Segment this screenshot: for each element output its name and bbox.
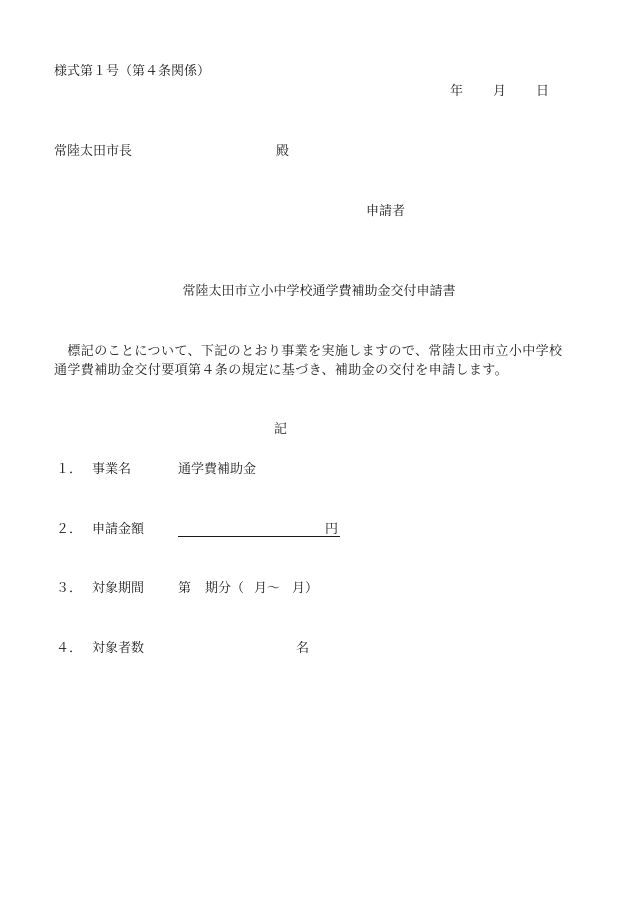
amount-unit: 円 [325, 522, 339, 537]
date-year: 年 [450, 84, 464, 99]
period-month-from: 月～ [254, 581, 281, 596]
item-1-value: 通学費補助金 [178, 462, 257, 477]
document-title-text: 常陸太田市立小中学校通学費補助金交付申請書 [182, 284, 456, 299]
item-3-label: 対象期間 [92, 581, 145, 596]
date-month: 月 [493, 84, 507, 99]
body-paragraph: 標記のことについて、下記のとおり事業を実施しますので、常陸太田市立小中学校通学費補助金交付要項第４条の規定に基づき、補助金の交付を申請します。 [54, 344, 563, 378]
form-number: 様式第１号（第４条関係） [54, 64, 211, 79]
count-unit: 名 [296, 641, 310, 656]
addressee: 常陸太田市長 [54, 144, 133, 159]
item-2-label: 申請金額 [92, 522, 145, 537]
document-title [0, 284, 630, 300]
item-4-number: ４． [56, 641, 83, 656]
period-unit: 期分（ [205, 581, 245, 596]
item-3-number: ３． [56, 581, 83, 596]
period-value [178, 581, 318, 597]
amount-blank-line [178, 536, 340, 537]
period-month-to: 月） [292, 581, 319, 596]
period-prefix: 第 [178, 581, 192, 596]
item-1-label: 事業名 [92, 462, 132, 477]
item-1-number: １． [56, 462, 83, 477]
ki-marker: 記 [274, 422, 288, 437]
applicant-label: 申請者 [366, 204, 406, 219]
item-4-label: 対象者数 [92, 641, 145, 656]
honorific: 殿 [276, 144, 290, 159]
date-day: 日 [536, 84, 550, 99]
item-2-number: ２． [56, 522, 83, 537]
date-row [450, 84, 549, 100]
